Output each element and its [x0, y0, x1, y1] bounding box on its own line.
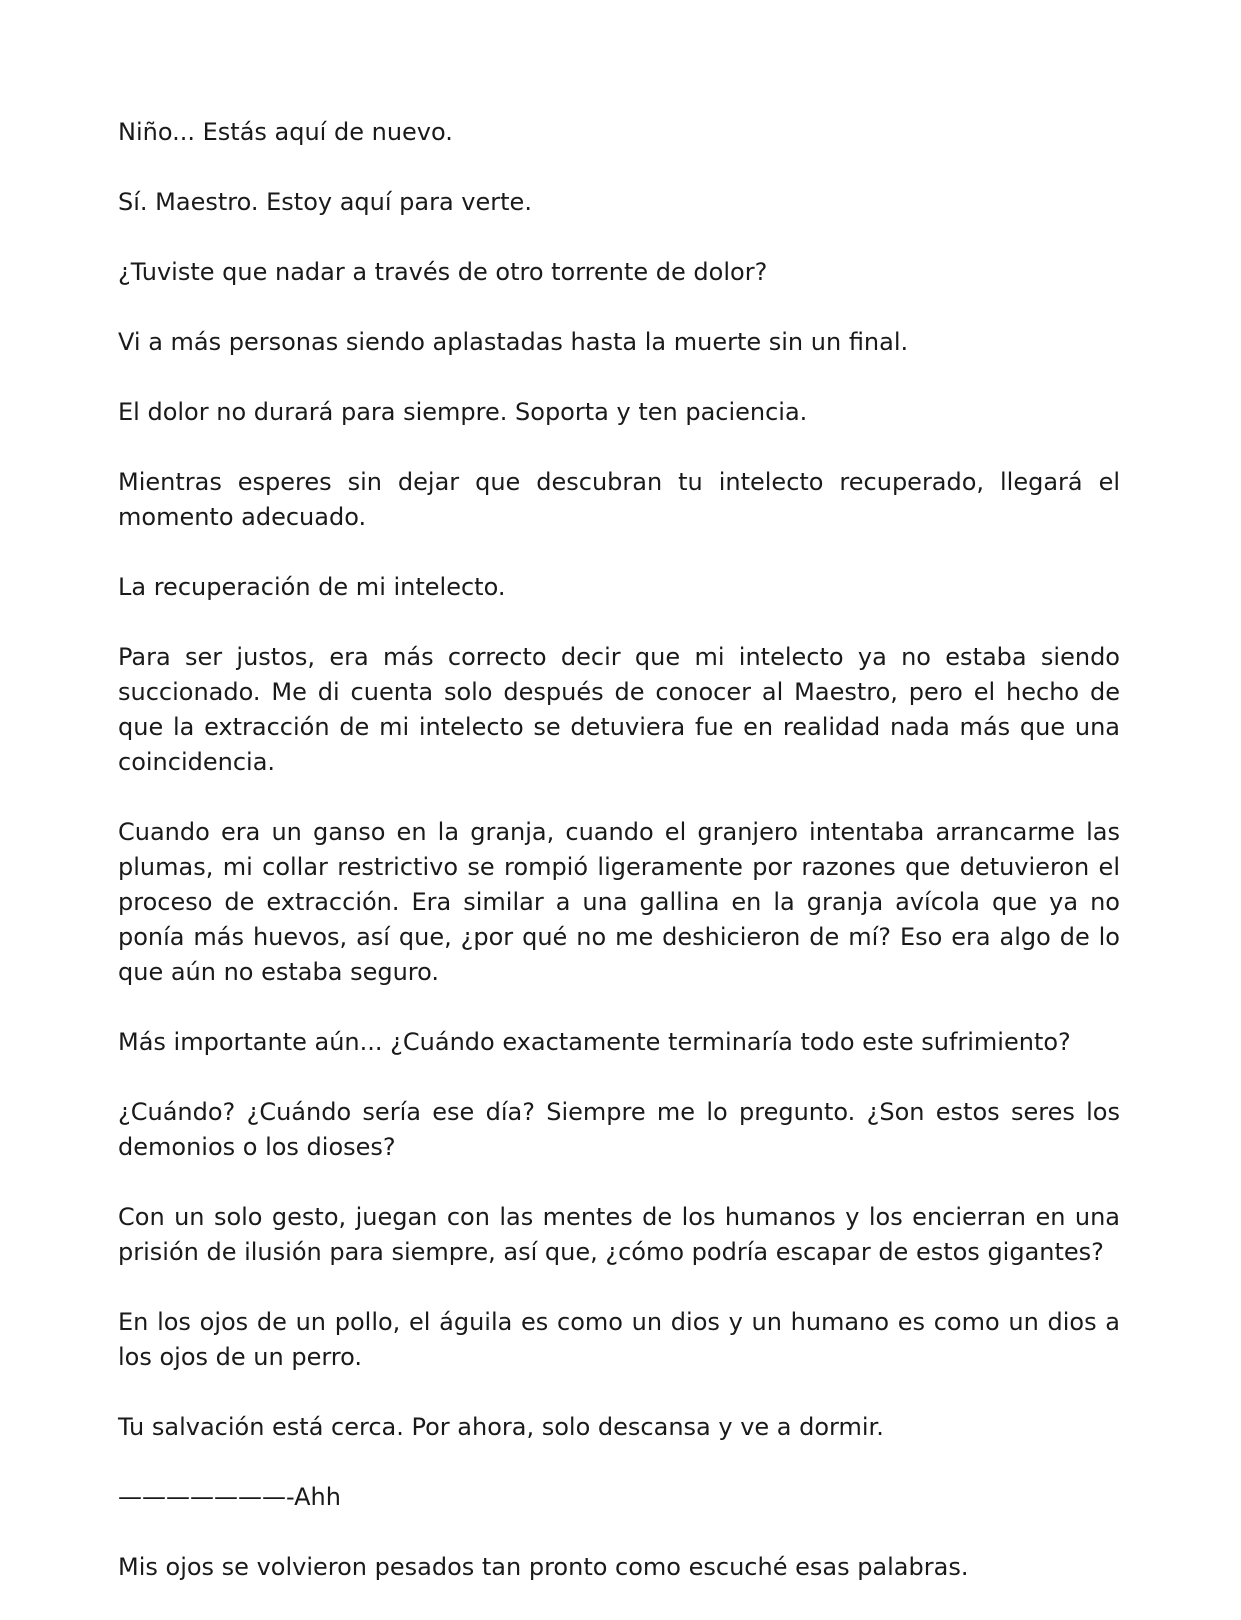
paragraph: Para ser justos, era más correcto decir que mi intelecto ya no estaba siendo succionado. Me di cuenta solo después de conocer al Maestro, pero el hecho de que la extracción de mi intelecto se detuviera fue en realidad nada más que una coincidencia.: [118, 643, 1120, 776]
document-body: [118, 115, 1120, 1585]
paragraph: ¿Tuviste que nadar a través de otro torrente de dolor?: [118, 258, 768, 286]
paragraph: Con un solo gesto, juegan con las mentes de los humanos y los encierran en una prisión de ilusión para siempre, así que, ¿cómo podría escapar de estos gigantes?: [118, 1203, 1120, 1266]
paragraph: El dolor no durará para siempre. Soporta y ten paciencia.: [118, 398, 808, 426]
paragraph: Niño... Estás aquí de nuevo.: [118, 118, 453, 146]
paragraph: Más importante aún... ¿Cuándo exactamente terminaría todo este sufrimiento?: [118, 1028, 1071, 1056]
paragraph: Sí. Maestro. Estoy aquí para verte.: [118, 188, 532, 216]
paragraph: Vi a más personas siendo aplastadas hasta la muerte sin un final.: [118, 328, 909, 356]
paragraph: ———————-Ahh: [118, 1483, 341, 1511]
paragraph: Mientras esperes sin dejar que descubran tu intelecto recuperado, llegará el momento adecuado.: [118, 468, 1120, 531]
paragraph: Mis ojos se volvieron pesados tan pronto como escuché esas palabras.: [118, 1553, 969, 1581]
paragraph: Cuando era un ganso en la granja, cuando el granjero intentaba arrancarme las plumas, mi collar restrictivo se rompió ligeramente por razones que detuvieron el proceso de extracción. Era similar a una gallina en la granja avícola que ya no ponía más huevos, así que, ¿por qué no me deshicieron de mí? Eso era algo de lo que aún no estaba seguro.: [118, 818, 1120, 986]
paragraph: La recuperación de mi intelecto.: [118, 573, 506, 601]
paragraph: Tu salvación está cerca. Por ahora, solo descansa y ve a dormir.: [118, 1413, 884, 1441]
paragraph: ¿Cuándo? ¿Cuándo sería ese día? Siempre me lo pregunto. ¿Son estos seres los demonios o los dioses?: [118, 1098, 1120, 1161]
paragraph: En los ojos de un pollo, el águila es como un dios y un humano es como un dios a los ojos de un perro.: [118, 1308, 1120, 1371]
